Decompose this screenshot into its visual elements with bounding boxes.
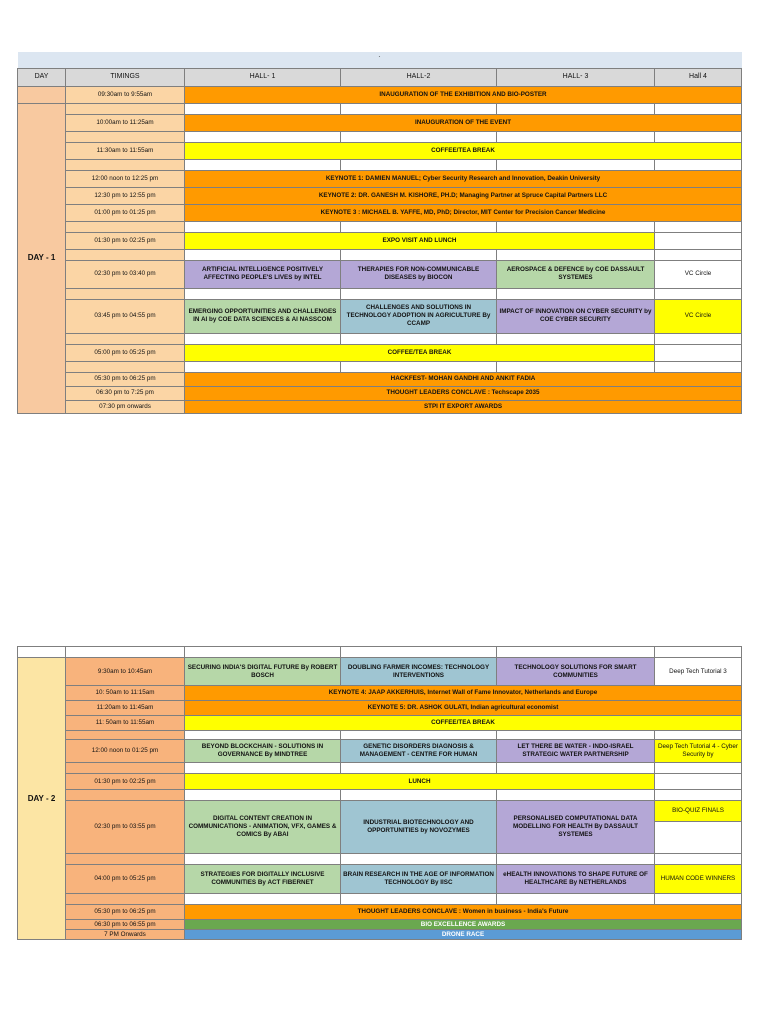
session-cell: KEYNOTE 2: DR. GANESH M. KISHORE, PH.D; Managing Partner at Spruce Capital Partners LLC bbox=[185, 187, 742, 204]
session-cell: THOUGHT LEADERS CONCLAVE : Techscape 2035 bbox=[185, 386, 742, 400]
time-cell: 02:30 pm to 03:55 pm bbox=[66, 801, 185, 854]
time-cell: 11:20am to 11:45am bbox=[66, 701, 185, 716]
header-row bbox=[18, 68, 742, 86]
time-cell: 09:30am to 9:55am bbox=[66, 86, 185, 103]
hall3-session: IMPACT OF INNOVATION ON CYBER SECURITY by COE CYBER SECURITY bbox=[497, 299, 655, 333]
session-cell: THOUGHT LEADERS CONCLAVE : Women in business - India's Future bbox=[185, 905, 742, 920]
top-band-row bbox=[18, 52, 742, 68]
time-cell: 11: 50am to 11:55am bbox=[66, 716, 185, 731]
table-row bbox=[18, 920, 742, 930]
hall4-session: BIO-QUIZ FINALS bbox=[655, 801, 741, 822]
top-band bbox=[18, 52, 742, 68]
table-row bbox=[18, 187, 742, 204]
hall3-session: LET THERE BE WATER - INDO-ISRAEL STRATEGIC WATER PARTNERSHIP bbox=[497, 740, 655, 763]
session-cell: COFFEE/TEA BREAK bbox=[185, 142, 742, 159]
time-cell: 7 PM Onwards bbox=[66, 930, 185, 940]
table-row bbox=[18, 658, 742, 686]
time-cell: 11:30am to 11:55am bbox=[66, 142, 185, 159]
hall2-session: BRAIN RESEARCH IN THE AGE OF INFORMATION TECHNOLOGY By IISC bbox=[341, 865, 497, 894]
session-cell: COFFEE/TEA BREAK bbox=[185, 344, 655, 361]
hall3-session: eHEALTH INNOVATIONS TO SHAPE FUTURE OF HEALTHCARE By NETHERLANDS bbox=[497, 865, 655, 894]
hall4-session: VC Circle bbox=[655, 299, 742, 333]
session-cell: KEYNOTE 5: DR. ASHOK GULATI, Indian agricultural economist bbox=[185, 701, 742, 716]
session-cell: BIO EXCELLENCE AWARDS bbox=[185, 920, 742, 930]
table-row bbox=[18, 701, 742, 716]
time-cell: 04:00 pm to 05:25 pm bbox=[66, 865, 185, 894]
table-row bbox=[18, 299, 742, 333]
header-day: DAY bbox=[18, 68, 66, 86]
header-hall4: Hall 4 bbox=[655, 68, 742, 86]
table-row bbox=[18, 774, 742, 790]
table-row bbox=[18, 386, 742, 400]
hall4-session: Deep Tech Tutorial 3 bbox=[655, 658, 742, 686]
session-cell: INAUGURATION OF THE EVENT bbox=[185, 114, 742, 131]
session-cell: HACKFEST- MOHAN GANDHI AND ANKIT FADIA bbox=[185, 372, 742, 386]
hall1-session: ARTIFICIAL INTELLIGENCE POSITIVELY AFFECTING PEOPLE'S LIVES by INTEL bbox=[185, 260, 341, 288]
time-cell: 05:00 pm to 05:25 pm bbox=[66, 344, 185, 361]
table-row bbox=[18, 930, 742, 940]
hall2-session: INDUSTRIAL BIOTECHNOLOGY AND OPPORTUNITIES by NOVOZYMES bbox=[341, 801, 497, 854]
session-cell: EXPO VISIT AND LUNCH bbox=[185, 232, 655, 249]
hall4-cell bbox=[655, 801, 742, 854]
header-hall3: HALL- 3 bbox=[497, 68, 655, 86]
hall2-session: THERAPIES FOR NON-COMMUNICABLE DISEASES by BIOCON bbox=[341, 260, 497, 288]
time-cell: 01:30 pm to 02:25 pm bbox=[66, 232, 185, 249]
hall2-session: GENETIC DISORDERS DIAGNOSIS & MANAGEMENT - CENTRE FOR HUMAN bbox=[341, 740, 497, 763]
time-cell: 12:00 noon to 12:25 pm bbox=[66, 170, 185, 187]
hall4-session: HUMAN CODE WINNERS bbox=[655, 865, 742, 894]
session-cell: INAUGURATION OF THE EXHIBITION AND BIO-POSTER bbox=[185, 86, 742, 103]
session-cell: STPI IT EXPORT AWARDS bbox=[185, 400, 742, 413]
table-row bbox=[18, 801, 742, 854]
time-cell: 9:30am to 10:45am bbox=[66, 658, 185, 686]
time-cell: 03:45 pm to 04:55 pm bbox=[66, 299, 185, 333]
time-cell: 01:00 pm to 01:25 pm bbox=[66, 204, 185, 221]
table-row bbox=[18, 142, 742, 159]
hall3-session: TECHNOLOGY SOLUTIONS FOR SMART COMMUNITIES bbox=[497, 658, 655, 686]
table-row bbox=[18, 740, 742, 763]
spacer-row bbox=[18, 647, 742, 658]
day2-schedule-table bbox=[17, 646, 742, 940]
table-row bbox=[18, 260, 742, 288]
table-row bbox=[18, 232, 742, 249]
hall1-session: BEYOND BLOCKCHAIN - SOLUTIONS IN GOVERNANCE By MINDTREE bbox=[185, 740, 341, 763]
hall2-session: DOUBLING FARMER INCOMES: TECHNOLOGY INTERVENTIONS bbox=[341, 658, 497, 686]
hall1-session: EMERGING OPPORTUNITIES AND CHALLENGES IN AI by COE DATA SCIENCES & AI NASSCOM bbox=[185, 299, 341, 333]
day-label: DAY - 2 bbox=[18, 658, 66, 940]
session-cell: COFFEE/TEA BREAK bbox=[185, 716, 742, 731]
day-label: DAY - 1 bbox=[18, 103, 66, 413]
hall1-session: SECURING INDIA'S DIGITAL FUTURE By ROBERT BOSCH bbox=[185, 658, 341, 686]
table-row bbox=[18, 905, 742, 920]
time-cell: 05:30 pm to 06:25 pm bbox=[66, 372, 185, 386]
time-cell: 10:00am to 11:25am bbox=[66, 114, 185, 131]
time-cell: 07:30 pm onwards bbox=[66, 400, 185, 413]
spacer-row bbox=[18, 103, 742, 114]
day-cell-blank bbox=[18, 86, 66, 103]
table-row bbox=[18, 86, 742, 103]
time-cell: 01:30 pm to 02:25 pm bbox=[66, 774, 185, 790]
table-row bbox=[18, 865, 742, 894]
table-row bbox=[18, 170, 742, 187]
time-cell: 12:00 noon to 01:25 pm bbox=[66, 740, 185, 763]
table-row bbox=[18, 716, 742, 731]
table-row bbox=[18, 114, 742, 131]
header-hall2: HALL-2 bbox=[341, 68, 497, 86]
time-cell: 06:30 pm to 7:25 pm bbox=[66, 386, 185, 400]
time-cell: 05:30 pm to 06:25 pm bbox=[66, 905, 185, 920]
time-cell: 06:30 pm to 06:55 pm bbox=[66, 920, 185, 930]
header-timings: TIMINGS bbox=[66, 68, 185, 86]
table-row bbox=[18, 344, 742, 361]
session-cell: KEYNOTE 4: JAAP AKKERHUIS, Internet Wall of Fame Innovator, Netherlands and Europe bbox=[185, 686, 742, 701]
time-cell: 12:30 pm to 12:55 pm bbox=[66, 187, 185, 204]
table-row bbox=[18, 204, 742, 221]
session-cell: DRONE RACE bbox=[185, 930, 742, 940]
hall3-session: AEROSPACE & DEFENCE by COE DASSAULT SYSTEMES bbox=[497, 260, 655, 288]
header-hall1: HALL- 1 bbox=[185, 68, 341, 86]
session-cell: LUNCH bbox=[185, 774, 655, 790]
hall4-session: Deep Tech Tutorial 4 - Cyber Security by bbox=[655, 740, 742, 763]
day1-schedule-table bbox=[17, 52, 742, 414]
session-cell: KEYNOTE 1: DAMIEN MANUEL; Cyber Security Research and Innovation, Deakin University bbox=[185, 170, 742, 187]
time-cell: 10: 50am to 11:15am bbox=[66, 686, 185, 701]
table-row bbox=[18, 400, 742, 413]
session-cell: KEYNOTE 3 : MICHAEL B. YAFFE, MD, PhD; Director, MIT Center for Precision Cancer Medicine bbox=[185, 204, 742, 221]
table-row bbox=[18, 372, 742, 386]
time-cell: 02:30 pm to 03:40 pm bbox=[66, 260, 185, 288]
hall1-session: DIGITAL CONTENT CREATION IN COMMUNICATIONS - ANIMATION, VFX, GAMES & COMICS By ABAI bbox=[185, 801, 341, 854]
table-row bbox=[18, 686, 742, 701]
hall4-session: VC Circle bbox=[655, 260, 742, 288]
hall2-session: CHALLENGES AND SOLUTIONS IN TECHNOLOGY ADOPTION IN AGRICULTURE By CCAMP bbox=[341, 299, 497, 333]
top-mark: ` bbox=[378, 55, 381, 63]
hall3-session: PERSONALISED COMPUTATIONAL DATA MODELLING FOR HEALTH By DASSAULT SYSTEMES bbox=[497, 801, 655, 854]
hall1-session: STRATEGIES FOR DIGITALLY INCLUSIVE COMMUNITIES By ACT FIBERNET bbox=[185, 865, 341, 894]
